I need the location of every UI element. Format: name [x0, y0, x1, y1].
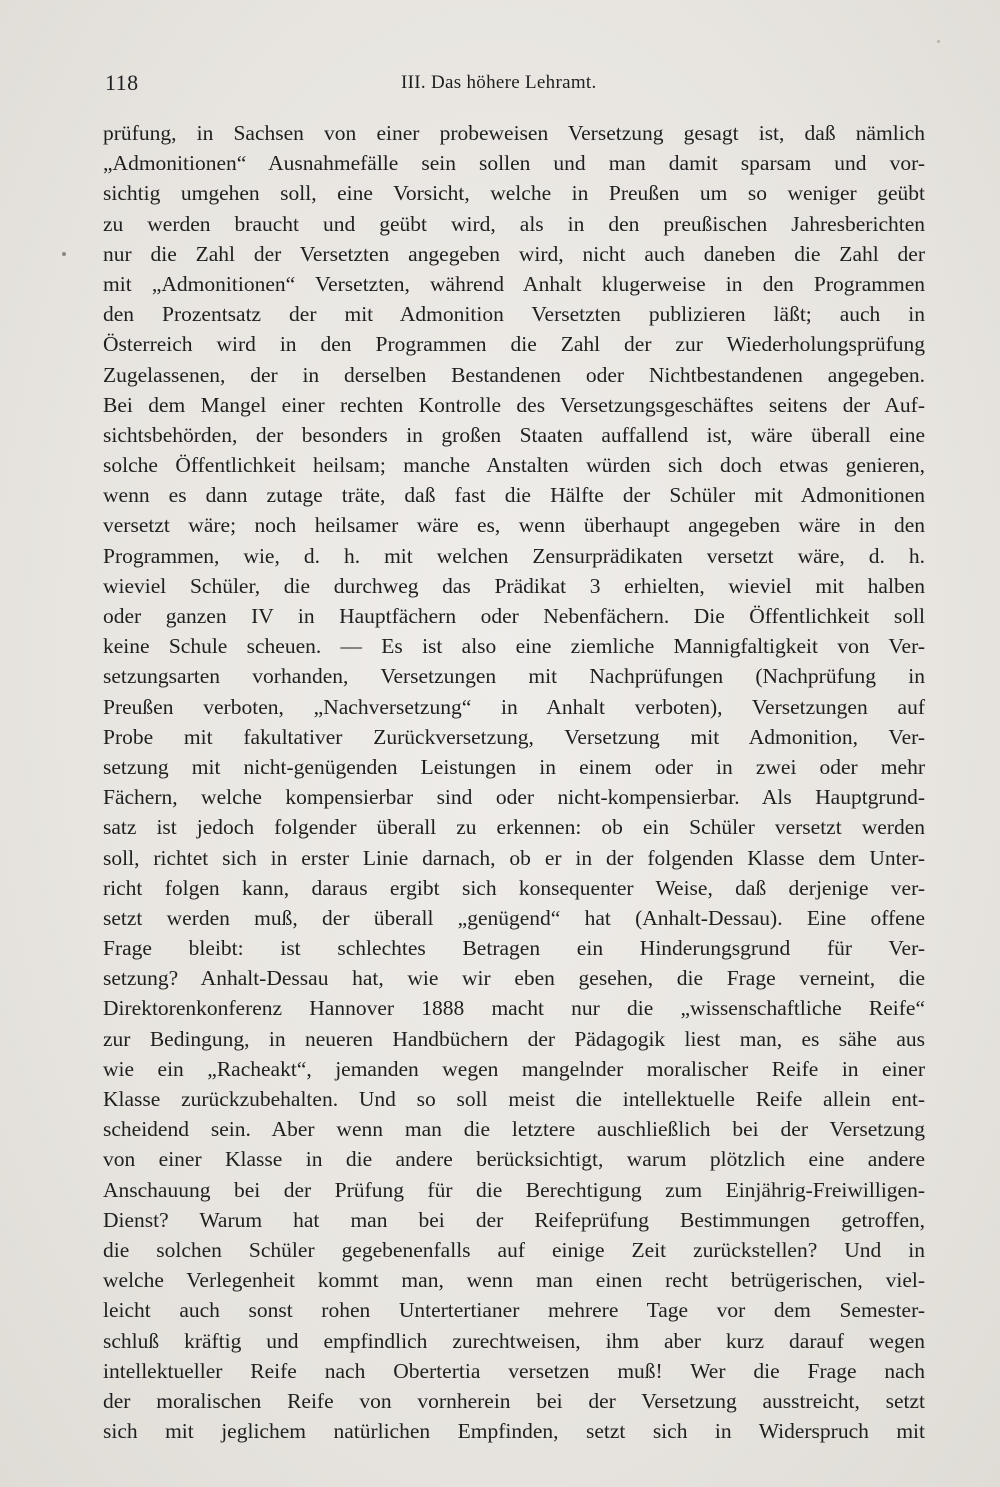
text-line: Österreich wird in den Programmen die Zahl der zur Wiederholungsprüfung — [103, 332, 925, 357]
text-line: nur die Zahl der Versetzten angegeben wird, nicht auch daneben die Zahl der — [103, 241, 925, 266]
margin-mark — [62, 252, 66, 256]
text-line: Programmen, wie, d. h. mit welchen Zensurprädikaten versetzt wäre, d. h. — [103, 543, 925, 568]
paper-speck — [937, 40, 940, 43]
text-line: sichtsbehörden, der besonders in großen Staaten auffallend ist, wäre überall eine — [103, 422, 925, 447]
text-line: Probe mit fakultativer Zurückversetzung, Versetzung mit Admonition, Ver- — [103, 724, 925, 749]
page-header — [105, 70, 925, 100]
text-line: Preußen verboten, „Nachversetzung“ in Anhalt verboten), Versetzungen auf — [103, 694, 925, 719]
page-number: 118 — [105, 70, 139, 95]
text-line: Frage bleibt: ist schlechtes Betragen ein Hinderungsgrund für Ver- — [103, 936, 925, 961]
text-line: leicht auch sonst rohen Untertertianer mehrere Tage vor dem Semester- — [103, 1298, 925, 1323]
text-line: „Admonitionen“ Ausnahmefälle sein sollen und man damit sparsam und vor- — [103, 151, 925, 176]
text-line: wieviel Schüler, die durchweg das Prädikat 3 erhielten, wieviel mit halben — [103, 573, 925, 598]
text-line: sich mit jeglichem natürlichen Empfinden, setzt sich in Widerspruch mit — [103, 1419, 925, 1444]
text-line: zur Bedingung, in neueren Handbüchern der Pädagogik liest man, es sähe aus — [103, 1026, 925, 1051]
text-line: mit „Admonitionen“ Versetzten, während Anhalt klugerweise in den Programmen — [103, 271, 925, 296]
running-head: III. Das höhere Lehramt. — [401, 72, 597, 93]
text-line: setzt werden muß, der überall „genügend“ hat (Anhalt-Dessau). Eine offene — [103, 905, 925, 930]
text-line: schluß kräftig und empfindlich zurechtweisen, ihm aber kurz darauf wegen — [103, 1328, 925, 1353]
text-line: versetzt wäre; noch heilsamer wäre es, wenn überhaupt angegeben wäre in den — [103, 513, 925, 538]
text-line: intellektueller Reife nach Obertertia versetzen muß! Wer die Frage nach — [103, 1358, 925, 1383]
text-line: oder ganzen IV in Hauptfächern oder Nebenfächern. Die Öffentlichkeit soll — [103, 604, 925, 628]
text-line: setzungsarten vorhanden, Versetzungen mit Nachprüfungen (Nachprüfung in — [103, 664, 925, 689]
text-line: Klasse zurückzubehalten. Und so soll meist die intellektuelle Reife allein ent- — [103, 1087, 925, 1111]
text-line: von einer Klasse in die andere berücksichtigt, warum plötzlich eine andere — [103, 1147, 925, 1172]
text-line: den Prozentsatz der mit Admonition Versetzten publizieren läßt; auch in — [103, 302, 925, 327]
text-line: richt folgen kann, daraus ergibt sich konsequenter Weise, daß derjenige ver- — [103, 875, 925, 900]
text-line: setzung? Anhalt-Dessau hat, wie wir eben gesehen, die Frage verneint, die — [103, 966, 925, 991]
text-line: Dienst? Warum hat man bei der Reifeprüfung Bestimmungen getroffen, — [103, 1207, 925, 1232]
text-line: keine Schule scheuen. — Es ist also eine ziemliche Mannigfaltigkeit von Ver- — [103, 634, 925, 659]
text-line: Fächern, welche kompensierbar sind oder nicht-kompensierbar. Als Hauptgrund- — [103, 785, 925, 810]
text-line: Direktorenkonferenz Hannover 1888 macht nur die „wissenschaftliche Reife“ — [103, 996, 925, 1021]
text-line: setzung mit nicht-genügenden Leistungen in einem oder in zwei oder mehr — [103, 754, 925, 779]
text-line: der moralischen Reife von vornherein bei der Versetzung ausstreicht, setzt — [103, 1388, 925, 1413]
text-line: satz ist jedoch folgender überall zu erkennen: ob ein Schüler versetzt werden — [103, 815, 925, 840]
text-line: solche Öffentlichkeit heilsam; manche Anstalten würden sich doch etwas genieren, — [103, 453, 925, 478]
text-line: wie ein „Racheakt“, jemanden wegen mangelnder moralischer Reife in einer — [103, 1056, 925, 1081]
text-line: Zugelassenen, der in derselben Bestandenen oder Nichtbestandenen angegeben. — [103, 362, 925, 387]
text-line: welche Verlegenheit kommt man, wenn man einen recht betrügerischen, viel- — [103, 1268, 925, 1293]
text-line: Anschauung bei der Prüfung für die Berechtigung zum Einjährig-Freiwilligen- — [103, 1177, 925, 1202]
text-line: zu werden braucht und geübt wird, als in den preußischen Jahresberichten — [103, 211, 925, 236]
text-line: soll, richtet sich in erster Linie darnach, ob er in der folgenden Klasse dem Unter- — [103, 845, 925, 870]
text-line: wenn es dann zutage träte, daß fast die Hälfte der Schüler mit Admonitionen — [103, 483, 925, 508]
text-line: die solchen Schüler gegebenenfalls auf einige Zeit zurückstellen? Und in — [103, 1237, 925, 1262]
body-text — [103, 118, 925, 1446]
text-line: prüfung, in Sachsen von einer probeweisen Versetzung gesagt ist, daß nämlich — [103, 121, 925, 145]
text-line: sichtig umgehen soll, eine Vorsicht, welche in Preußen um so weniger geübt — [103, 181, 925, 206]
text-line: Bei dem Mangel einer rechten Kontrolle des Versetzungsgeschäftes seitens der Auf- — [103, 392, 925, 417]
text-line: scheidend sein. Aber wenn man die letztere auschließlich bei der Versetzung — [103, 1117, 925, 1142]
